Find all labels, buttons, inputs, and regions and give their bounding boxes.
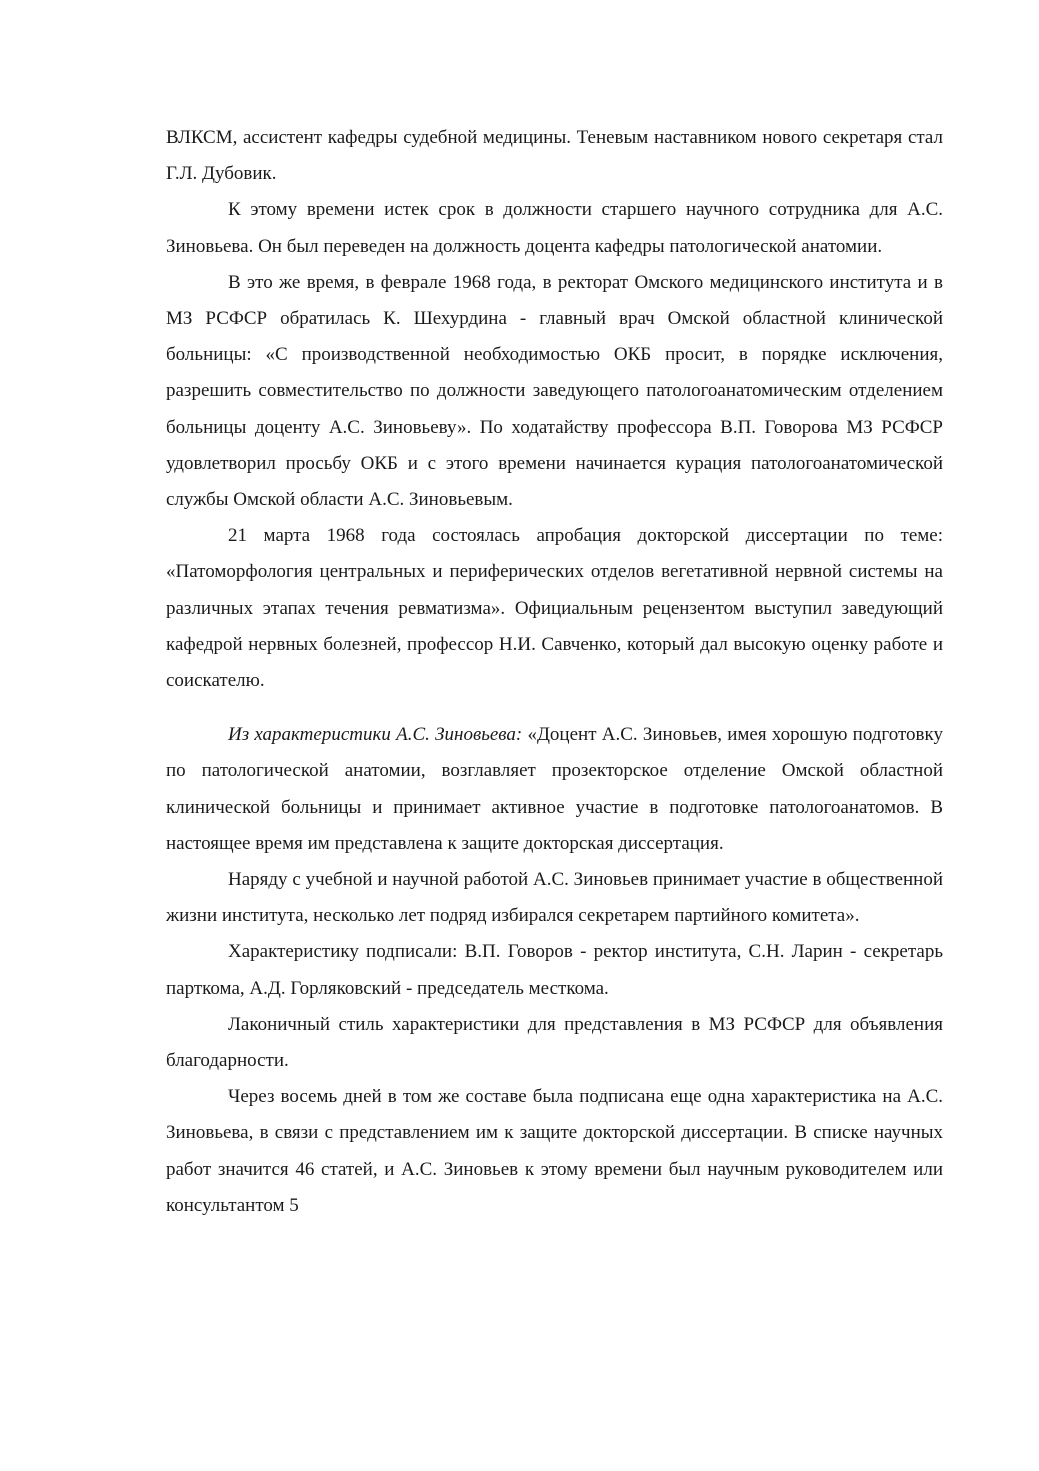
characteristic-text: «Доцент А.С. Зиновьев, имея хорошую подготовку по патологической анатомии, возглавляет прозекторское отделение Омской областной клинической больницы и принимает активное участие в подготовке патологоанатомов. В настоящее время им представлена к защите докторская диссертация. (166, 724, 943, 854)
paragraph-characteristic-quote (166, 717, 943, 862)
paragraph-signatories: Характеристику подписали: В.П. Говоров - ректор института, С.Н. Ларин - секретарь парткома, А.Д. Горляковский - председатель месткома. (166, 941, 943, 999)
characteristic-lead: Из характеристики А.С. Зиновьева: (228, 724, 523, 746)
paragraph-okb-request: В это же время, в феврале 1968 года, в ректорат Омского медицинского института и в МЗ РСФСР обратилась К. Шехурдина - главный врач Омской областной клинической больницы: «С производственной необходимостью ОКБ просит, в порядке исключения, разрешить совместительство по должности заведующего патологоанатомическим отделением больницы доценту А.С. Зиновьеву». По ходатайству профессора В.П. Говорова МЗ РСФСР удовлетворил просьбу ОКБ и с этого времени начинается курация патологоанатомической службы Омской области А.С. Зиновьевым. (166, 271, 943, 511)
paragraph-laconic-style: Лаконичный стиль характеристики для представления в МЗ РСФСР для объявления благодарности. (166, 1013, 943, 1072)
paragraph-dissertation-approbation: 21 марта 1968 года состоялась апробация докторской диссертации по теме: «Патоморфология центральных и периферических отделов вегетативной нервной системы на различных этапах течения ревматизма». Официальным рецензентом выступил заведующий кафедрой нервных болезней, профессор Н.И. Савченко, который дал высокую оценку работе и соискателю. (166, 525, 943, 692)
paragraph-position-change: К этому времени истек срок в должности старшего научного сотрудника для А.С. Зиновьева. Он был переведен на должность доцента кафедры патологической анатомии. (166, 199, 943, 257)
document-page (166, 120, 943, 1224)
paragraph-continuation: ВЛКСМ, ассистент кафедры судебной медицины. Теневым наставником нового секретаря стал Г.Л. Дубовик. (166, 127, 943, 185)
paragraph-second-characteristic: Через восемь дней в том же составе была подписана еще одна характеристика на А.С. Зиновьева, в связи с представлением им к защите докторской диссертации. В списке научных работ значится 46 статей, и А.С. Зиновьев к этому времени был научным руководителем или консультантом 5 (166, 1086, 943, 1216)
paragraph-public-life: Наряду с учебной и научной работой А.С. Зиновьев принимает участие в общественной жизни института, несколько лет подряд избирался секретарем партийного комитета». (166, 869, 943, 927)
